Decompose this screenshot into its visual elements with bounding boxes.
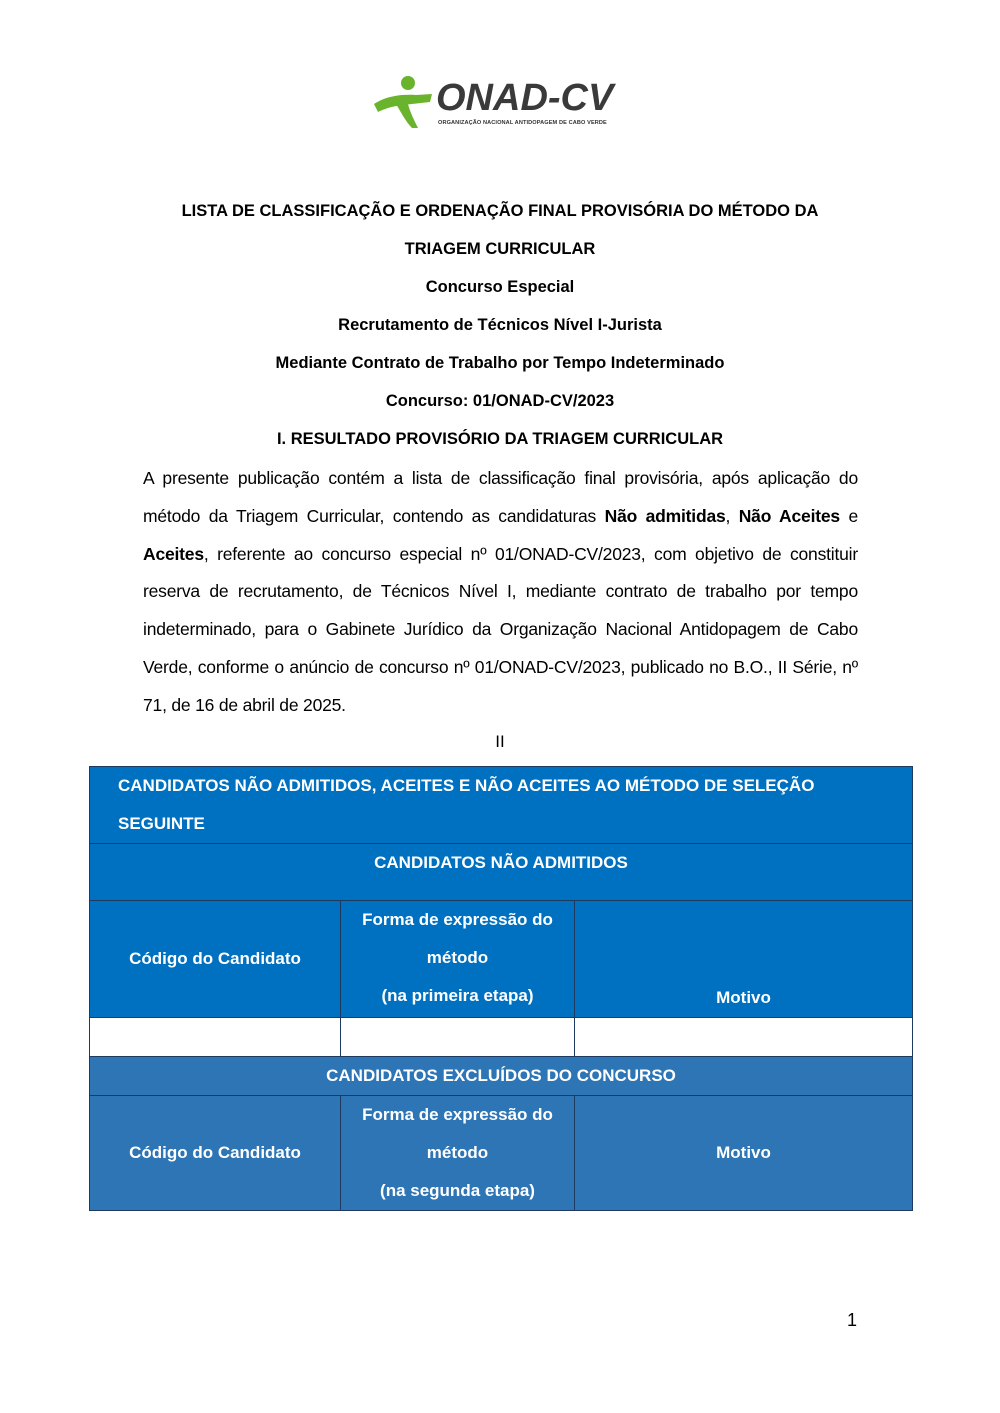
heading-line-3: Concurso Especial [425, 278, 575, 296]
table-title-line-1: CANDIDATOS NÃO ADMITIDOS, ACEITES E NÃO ACEITES AO MÉTODO DE SELEÇÃO [118, 776, 815, 795]
section1-col-method-line: (na primeira etapa) [381, 986, 534, 1005]
section1-col-code: Código do Candidato [90, 901, 341, 1018]
section-roman-numeral: II [495, 732, 505, 751]
runner-icon [372, 74, 436, 134]
section1-col-reason: Motivo [575, 901, 913, 1018]
heading-line-2: TRIAGEM CURRICULAR [404, 240, 596, 258]
empty-cell [341, 1018, 575, 1057]
table-title-line-2: SEGUINTE [118, 814, 205, 833]
document-headings [100, 192, 900, 458]
candidates-table [89, 766, 913, 1211]
heading-line-5: Mediante Contrato de Trabalho por Tempo Indeterminado [275, 354, 725, 372]
section1-col-method [341, 901, 575, 1018]
section1-title: CANDIDATOS NÃO ADMITIDOS [90, 844, 913, 901]
heading-line-4: Recrutamento de Técnicos Nível I-Jurista [338, 316, 662, 334]
section1-col-method-line: método [426, 948, 489, 967]
page-number: 1 [846, 1310, 857, 1330]
paragraph-text: e [839, 505, 858, 526]
empty-cell [575, 1018, 913, 1057]
section2-col-reason: Motivo [575, 1096, 913, 1211]
section2-row [90, 1057, 913, 1096]
empty-cell [90, 1018, 341, 1057]
heading-line-1: LISTA DE CLASSIFICAÇÃO E ORDENAÇÃO FINAL PROVISÓRIA DO MÉTODO DA [181, 202, 819, 220]
paragraph-text: , referente ao concurso especial nº 01/ONAD-CV/2023, com objetivo de constituir reserva de recrutamento, de Técnicos Nível I, mediante contrato de trabalho por tempo indeterminado, para o Gabinete Jurídico da Organização Nacional Antidopagem de Cabo Verde, conforme o anúncio de concurso nº 01/ONAD-CV/2023, publicado no B.O., II Série, nº 71, de 16 de abril de 2025. [143, 543, 858, 715]
paragraph-bold: Aceites [143, 543, 204, 564]
table-title-cell [90, 767, 913, 844]
section2-col-method [341, 1096, 575, 1211]
section2-col-code: Código do Candidato [90, 1096, 341, 1211]
section1-header-row [90, 901, 913, 1018]
table-row [90, 1018, 913, 1057]
paragraph-bold: Não admitidas [604, 505, 726, 526]
intro-paragraph [143, 460, 858, 725]
section2-header-row [90, 1096, 913, 1211]
heading-line-6: Concurso: 01/ONAD-CV/2023 [385, 392, 615, 410]
logo-subtitle: ORGANIZAÇÃO NACIONAL ANTIDOPAGEM DE CABO VERDE [438, 120, 607, 126]
section2-col-method-line: Forma de expressão do [362, 1105, 553, 1124]
section2-col-method-line: (na segunda etapa) [380, 1181, 535, 1200]
table-title-row [90, 767, 913, 844]
section2-title: CANDIDATOS EXCLUÍDOS DO CONCURSO [90, 1057, 913, 1096]
logo-wordmark: ONAD-CV [436, 77, 614, 119]
paragraph-bold: Não Aceites [738, 505, 840, 526]
section1-col-method-line: Forma de expressão do [362, 910, 553, 929]
onad-cv-logo [372, 74, 632, 134]
heading-line-7: I. RESULTADO PROVISÓRIO DA TRIAGEM CURRICULAR [276, 430, 724, 448]
section1-row [90, 844, 913, 901]
section2-col-method-line: método [426, 1143, 489, 1162]
paragraph-text: A presente publicação contém a lista de classificação final provisória, após aplicação do método da Triagem Curricular, contendo as candidaturas [143, 468, 858, 526]
paragraph-text: , [725, 505, 739, 526]
